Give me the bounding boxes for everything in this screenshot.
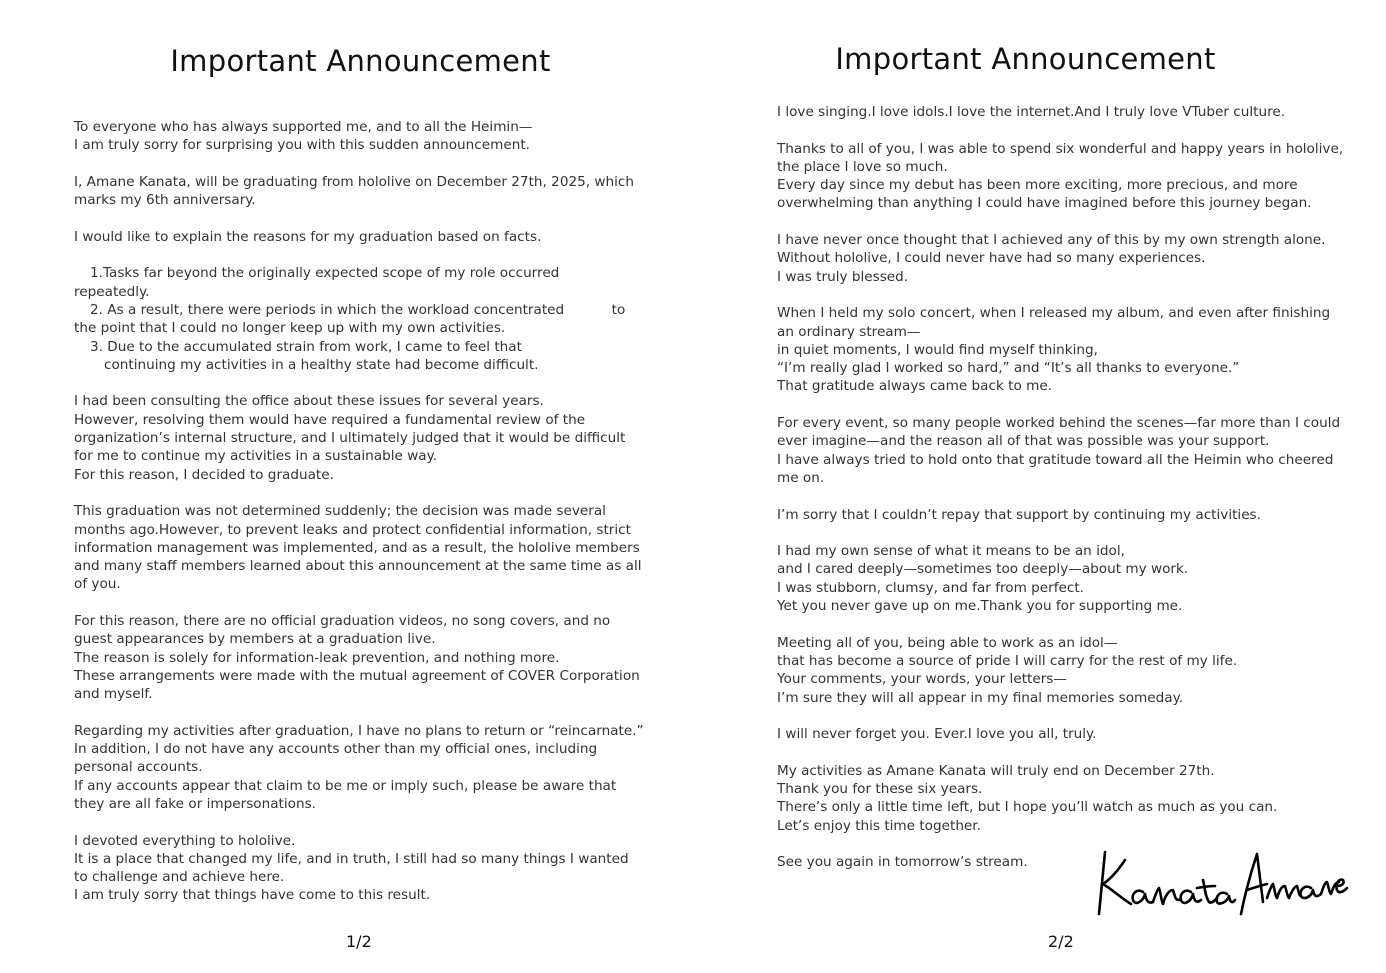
paragraph	[74, 502, 659, 593]
text-line: For this reason, I decided to graduate.	[74, 466, 334, 483]
announcement-body	[74, 118, 659, 923]
text-line: for me to continue my activities in a sustainable way.	[74, 448, 438, 465]
paragraph	[777, 634, 1362, 707]
text-line: This graduation was not determined suddenly; the decision was made several	[74, 503, 606, 520]
text-line: These arrangements were made with the mutual agreement of COVER Corporation	[74, 667, 640, 684]
text-line: If any accounts appear that claim to be me or imply such, please be aware that	[74, 777, 617, 794]
text-line: and myself.	[74, 686, 153, 703]
paragraph	[777, 506, 1362, 524]
reasons-list	[74, 264, 659, 374]
paragraph	[74, 832, 659, 905]
paragraph	[777, 725, 1362, 743]
text-line: Meeting all of you, being able to work as an idol—	[777, 634, 1118, 651]
text-line: I have always tried to hold onto that gratitude toward all the Heimin who cheered	[777, 451, 1334, 468]
paragraph	[777, 542, 1362, 615]
paragraph	[777, 414, 1362, 487]
text-line: ever imagine—and the reason all of that was possible was your support.	[777, 433, 1270, 450]
text-line: I had been consulting the office about these issues for several years.	[74, 393, 544, 410]
list-item: 2. As a result, there were periods in which the workload concentrated to	[90, 301, 626, 318]
text-line: repeatedly.	[74, 283, 150, 300]
text-line: Thank you for these six years.	[777, 780, 983, 797]
text-line: overwhelming than anything I could have imagined before this journey began.	[777, 195, 1312, 212]
paragraph	[74, 722, 659, 813]
text-line: organization’s internal structure, and I ultimately judged that it would be difficult	[74, 430, 626, 447]
text-line: guest appearances by members at a graduation live.	[74, 631, 436, 648]
text-line: they are all fake or impersonations.	[74, 795, 316, 812]
text-line: I was truly blessed.	[777, 268, 909, 285]
page-number: 2/2	[1048, 932, 1074, 951]
text-line: to challenge and achieve here.	[74, 869, 285, 886]
text-line: I would like to explain the reasons for my graduation based on facts.	[74, 228, 542, 245]
text-line: the point that I could no longer keep up with my own activities.	[74, 320, 506, 337]
page-title: Important Announcement	[835, 42, 1216, 76]
text-line: However, resolving them would have required a fundamental review of the	[74, 411, 586, 428]
text-line: In addition, I do not have any accounts other than my official ones, including	[74, 741, 598, 758]
text-line: My activities as Amane Kanata will truly end on December 27th.	[777, 762, 1215, 779]
text-line: I’m sure they will all appear in my final memories someday.	[777, 689, 1184, 706]
text-line: I will never forget you. Ever.I love you all, truly.	[777, 726, 1097, 743]
text-line: For this reason, there are no official graduation videos, no song covers, and no	[74, 613, 611, 630]
paragraph	[74, 173, 659, 210]
text-line: It is a place that changed my life, and in truth, I still had so many things I wanted	[74, 850, 629, 867]
list-item: 3. Due to the accumulated strain from work, I came to feel that	[90, 338, 522, 355]
text-line: personal accounts.	[74, 759, 203, 776]
text-line: and many staff members learned about this announcement at the same time as all	[74, 558, 642, 575]
paragraph	[74, 392, 659, 483]
text-line: in quiet moments, I would find myself thinking,	[777, 341, 1098, 358]
text-line: For every event, so many people worked behind the scenes—far more than I could	[777, 415, 1341, 432]
text-line: See you again in tomorrow’s stream.	[777, 854, 1028, 871]
text-line: I’m sorry that I couldn’t repay that support by continuing my activities.	[777, 506, 1261, 523]
text-line: that has become a source of pride I will carry for the rest of my life.	[777, 652, 1238, 669]
paragraph	[74, 118, 659, 155]
text-line: “I’m really glad I worked so hard,” and “It’s all thanks to everyone.”	[777, 360, 1240, 377]
paragraph	[74, 612, 659, 703]
text-line: Your comments, your words, your letters—	[777, 671, 1067, 688]
text-line: Thanks to all of you, I was able to spend six wonderful and happy years in hololive,	[777, 140, 1344, 157]
text-line: I am truly sorry that things have come to this result.	[74, 887, 431, 904]
paragraph	[74, 228, 659, 246]
list-item: 1.Tasks far beyond the originally expected scope of my role occurred	[90, 265, 560, 282]
text-line: continuing my activities in a healthy state had become difficult.	[104, 356, 539, 373]
text-line: I have never once thought that I achieved any of this by my own strength alone.	[777, 232, 1326, 249]
paragraph	[777, 140, 1362, 213]
text-line: months ago.However, to prevent leaks and protect confidential information, strict	[74, 521, 631, 538]
paragraph	[777, 231, 1362, 286]
text-line: Every day since my debut has been more exciting, more precious, and more	[777, 177, 1298, 194]
text-line: The reason is solely for information-leak prevention, and nothing more.	[74, 649, 560, 666]
text-line: me on.	[777, 469, 825, 486]
text-line: Regarding my activities after graduation, I have no plans to return or “reincarnate.”	[74, 722, 644, 739]
text-line: I am truly sorry for surprising you with this sudden announcement.	[74, 137, 530, 154]
text-line: I devoted everything to hololive.	[74, 832, 296, 849]
text-line: and I cared deeply—sometimes too deeply—about my work.	[777, 561, 1189, 578]
text-line: Let’s enjoy this time together.	[777, 817, 981, 834]
text-line: I, Amane Kanata, will be graduating from hololive on December 27th, 2025, which	[74, 173, 635, 190]
text-line: That gratitude always came back to me.	[777, 378, 1053, 395]
page-title: Important Announcement	[170, 44, 551, 78]
page-2	[693, 0, 1386, 973]
text-line: I had my own sense of what it means to be an idol,	[777, 543, 1125, 560]
text-line: I was stubborn, clumsy, and far from perfect.	[777, 579, 1085, 596]
paragraph	[777, 304, 1362, 395]
page-number: 1/2	[346, 932, 372, 951]
text-line: Yet you never gave up on me.Thank you for supporting me.	[777, 598, 1183, 615]
text-line: There’s only a little time left, but I hope you’ll watch as much as you can.	[777, 799, 1278, 816]
announcement-body	[777, 103, 1362, 890]
text-line: Without hololive, I could never have had so many experiences.	[777, 250, 1206, 267]
text-line: an ordinary stream—	[777, 323, 921, 340]
text-line: To everyone who has always supported me, and to all the Heimin—	[74, 119, 533, 135]
text-line: the place I love so much.	[777, 158, 948, 175]
text-line: of you.	[74, 576, 121, 593]
text-line: When I held my solo concert, when I released my album, and even after finishing	[777, 305, 1331, 322]
text-line: information management was implemented, and as a result, the hololive members	[74, 539, 640, 556]
text-line: I love singing.I love idols.I love the internet.And I truly love VTuber culture.	[777, 104, 1286, 120]
paragraph	[777, 762, 1362, 835]
paragraph	[777, 103, 1362, 121]
handwritten-signature	[1091, 842, 1351, 922]
text-line: marks my 6th anniversary.	[74, 192, 256, 209]
